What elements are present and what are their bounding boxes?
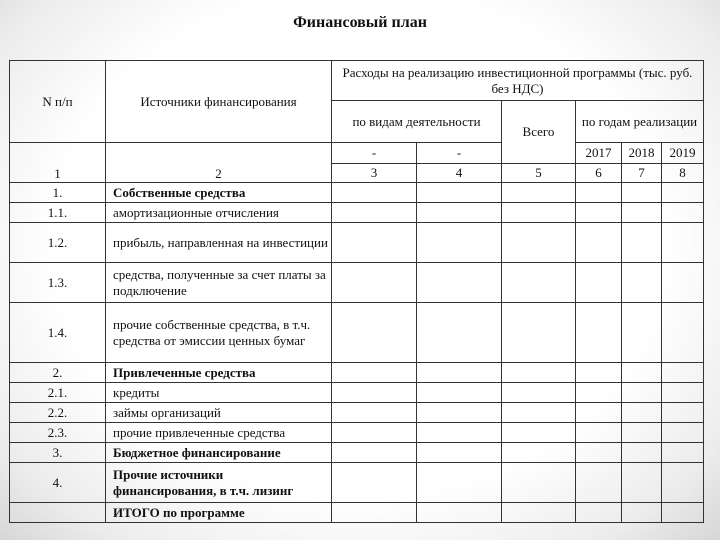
row-number: 2. (10, 363, 106, 383)
table-row (10, 503, 704, 523)
value-cell (417, 423, 502, 443)
value-cell (662, 403, 704, 423)
value-cell (662, 183, 704, 203)
value-cell (417, 403, 502, 423)
row-number: 1.1. (10, 203, 106, 223)
header-number: N п/п (10, 61, 106, 143)
col-number-6: 6 (576, 164, 622, 183)
value-cell (662, 363, 704, 383)
value-cell (622, 443, 662, 463)
value-cell (662, 503, 704, 523)
table-row (10, 183, 704, 203)
row-number (10, 503, 106, 523)
value-cell (417, 223, 502, 263)
value-cell (502, 303, 576, 363)
row-source-label: прибыль, направленная на инвестиции (106, 223, 332, 263)
year-2018: 2018 (622, 143, 662, 164)
header-expenses: Расходы на реализацию инвестиционной программы (тыс. руб. без НДС) (332, 61, 704, 101)
row-source-label: кредиты (106, 383, 332, 403)
row-number: 2.3. (10, 423, 106, 443)
value-cell (332, 183, 417, 203)
row-source-label: Прочие источники финансирования, в т.ч. лизинг (106, 463, 332, 503)
value-cell (417, 363, 502, 383)
col-number-3: 3 (332, 164, 417, 183)
value-cell (502, 203, 576, 223)
row-source-label: займы организаций (106, 403, 332, 423)
value-cell (662, 463, 704, 503)
table-row (10, 423, 704, 443)
value-cell (622, 203, 662, 223)
value-cell (502, 403, 576, 423)
value-cell (576, 263, 622, 303)
value-cell (332, 403, 417, 423)
value-cell (622, 183, 662, 203)
row-number: 3. (10, 443, 106, 463)
page-title: Финансовый план (293, 14, 427, 31)
table-row (10, 443, 704, 463)
value-cell (622, 223, 662, 263)
value-cell (417, 303, 502, 363)
value-cell (417, 203, 502, 223)
table-row (10, 383, 704, 403)
year-2017: 2017 (576, 143, 622, 164)
value-cell (662, 423, 704, 443)
value-cell (332, 303, 417, 363)
value-cell (576, 423, 622, 443)
value-cell (576, 443, 622, 463)
value-cell (332, 363, 417, 383)
col-number-1: 1 (10, 143, 106, 183)
value-cell (502, 263, 576, 303)
value-cell (622, 423, 662, 443)
value-cell (417, 503, 502, 523)
value-cell (502, 443, 576, 463)
value-cell (332, 263, 417, 303)
header-total: Всего (502, 101, 576, 164)
table-row (10, 223, 704, 263)
value-cell (502, 463, 576, 503)
value-cell (417, 443, 502, 463)
row-number: 1.3. (10, 263, 106, 303)
value-cell (417, 263, 502, 303)
value-cell (662, 203, 704, 223)
activity-dash-2: - (417, 143, 502, 164)
row-number: 2.1. (10, 383, 106, 403)
row-source-label: средства, полученные за счет платы за подключение (106, 263, 332, 303)
value-cell (502, 183, 576, 203)
financial-plan-table (9, 60, 704, 523)
table-row (10, 263, 704, 303)
table-row (10, 303, 704, 363)
value-cell (662, 223, 704, 263)
value-cell (332, 463, 417, 503)
value-cell (576, 403, 622, 423)
value-cell (576, 463, 622, 503)
value-cell (576, 223, 622, 263)
value-cell (332, 443, 417, 463)
value-cell (502, 383, 576, 403)
value-cell (622, 403, 662, 423)
value-cell (576, 183, 622, 203)
value-cell (576, 303, 622, 363)
col-number-2: 2 (106, 143, 332, 183)
value-cell (662, 303, 704, 363)
value-cell (332, 503, 417, 523)
row-source-label: прочие привлеченные средства (106, 423, 332, 443)
year-2019: 2019 (662, 143, 704, 164)
activity-dash-1: - (332, 143, 417, 164)
col-number-5: 5 (502, 164, 576, 183)
row-number: 1.2. (10, 223, 106, 263)
value-cell (332, 423, 417, 443)
value-cell (576, 503, 622, 523)
value-cell (576, 363, 622, 383)
value-cell (622, 303, 662, 363)
value-cell (417, 183, 502, 203)
row-number: 1.4. (10, 303, 106, 363)
row-source-label: Собственные средства (106, 183, 332, 203)
value-cell (502, 503, 576, 523)
value-cell (622, 463, 662, 503)
col-number-4: 4 (417, 164, 502, 183)
value-cell (502, 363, 576, 383)
table-row (10, 463, 704, 503)
value-cell (622, 263, 662, 303)
value-cell (662, 263, 704, 303)
value-cell (622, 503, 662, 523)
row-source-label: ИТОГО по программе (106, 503, 332, 523)
table-row (10, 403, 704, 423)
value-cell (662, 383, 704, 403)
value-cell (417, 463, 502, 503)
row-source-label: прочие собственные средства, в т.ч. средства от эмиссии ценных бумаг (106, 303, 332, 363)
row-source-label: Привлеченные средства (106, 363, 332, 383)
value-cell (576, 203, 622, 223)
value-cell (502, 423, 576, 443)
value-cell (622, 383, 662, 403)
row-number: 1. (10, 183, 106, 203)
value-cell (332, 223, 417, 263)
row-number: 2.2. (10, 403, 106, 423)
col-number-8: 8 (662, 164, 704, 183)
table-row (10, 363, 704, 383)
header-source: Источники финансирования (106, 61, 332, 143)
row-source-label: амортизационные отчисления (106, 203, 332, 223)
value-cell (662, 443, 704, 463)
value-cell (622, 363, 662, 383)
header-by-activity: по видам деятельности (332, 101, 502, 143)
row-source-label: Бюджетное финансирование (106, 443, 332, 463)
col-number-7: 7 (622, 164, 662, 183)
value-cell (332, 383, 417, 403)
header-by-years: по годам реализации (576, 101, 704, 143)
table-row (10, 203, 704, 223)
value-cell (576, 383, 622, 403)
row-number: 4. (10, 463, 106, 503)
value-cell (502, 223, 576, 263)
value-cell (417, 383, 502, 403)
value-cell (332, 203, 417, 223)
